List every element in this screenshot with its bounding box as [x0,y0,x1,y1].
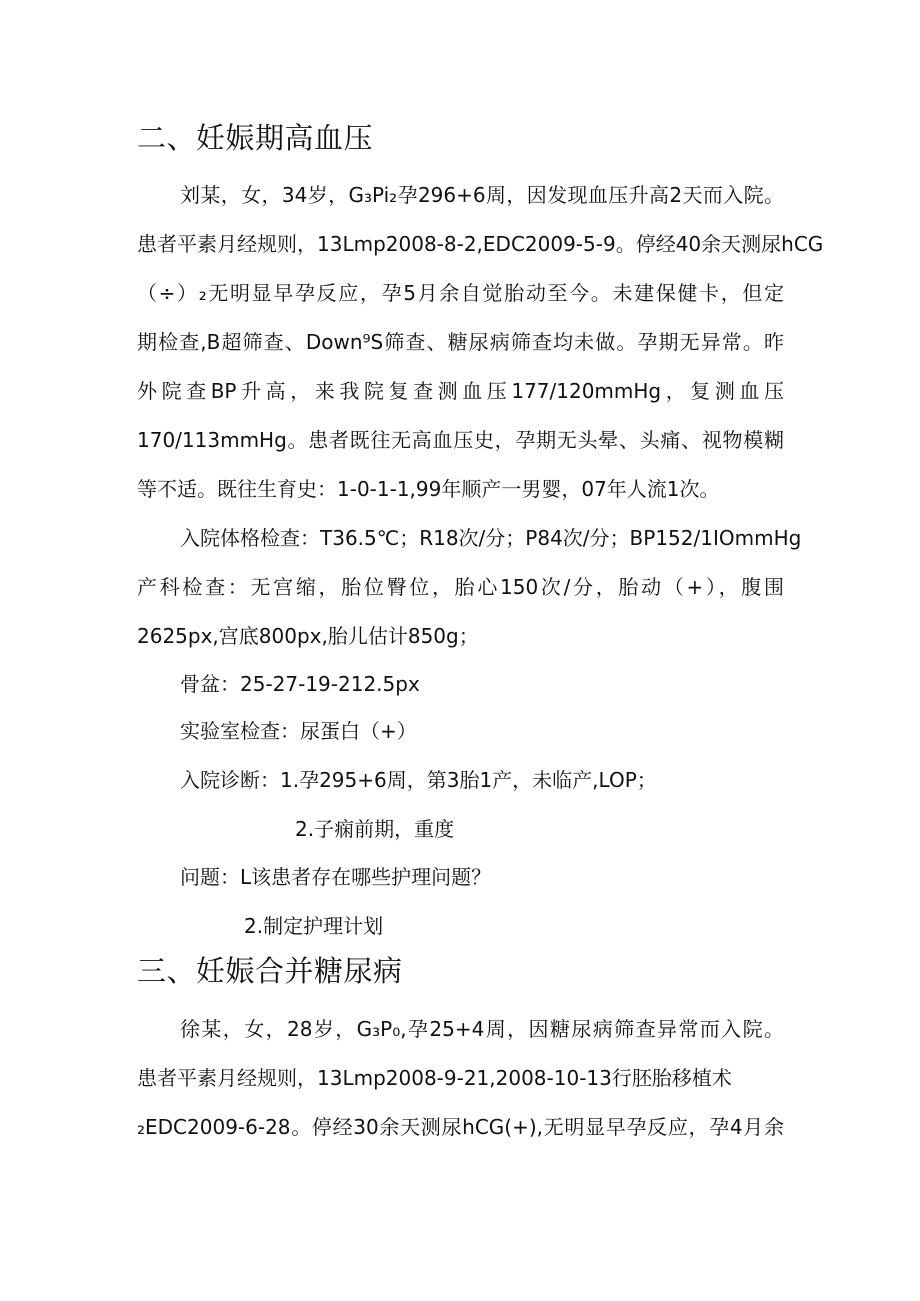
case-paragraph-line: 期检查,B超筛查、Down⁹S筛查、糖尿病筛查均未做。孕期无异常。昨 [137,330,784,354]
question-1: 问题：L该患者存在哪些护理问题？ [180,865,492,889]
pelvis-measurement: 骨盆：25-27-19-212.5px [180,672,420,696]
section-title-gestational-hypertension: 二、妊娠期高血压 [137,121,374,155]
case-paragraph-line: 患者平素月经规则，13Lmp2008-9-21,2008-10-13行胚胎移植术 [137,1066,732,1090]
admission-diagnosis-2: 2.子痫前期，重度 [295,817,455,841]
physical-exam-line: 入院体格检查：T36.5℃；R18次/分；P84次/分；BP152/1IOmmHg [180,526,802,550]
case-paragraph-line: 患者平素月经规则，13Lmp2008-8-2,EDC2009-5-9。停经40余天测尿hCG [137,232,824,256]
case-paragraph-line: （÷）₂无明显早孕反应，孕5月余自觉胎动至今。未建保健卡，但定 [137,281,784,305]
section-title-gestational-diabetes: 三、妊娠合并糖尿病 [137,954,403,988]
case-paragraph-line: ₂EDC2009-6-28。停经30余天测尿hCG(+),无明显早孕反应，孕4月余 [137,1115,784,1139]
case-paragraph-line: 170/113mmHg。患者既往无高血压史，孕期无头晕、头痛、视物模糊 [137,428,784,452]
lab-exam: 实验室检查：尿蛋白（+） [180,719,417,743]
case-paragraph-line: 等不适。既往生育史：1-0-1-1,99年顺产一男婴，07年人流1次。 [137,477,720,501]
case-paragraph-line: 徐某，女，28岁，G₃P₀,孕25+4周，因糖尿病筛查异常而入院。 [180,1017,784,1041]
obstetric-exam-line: 产科检查：无宫缩，胎位臀位，胎心150次/分，胎动（+），腹围 [137,575,784,599]
question-2: 2.制定护理计划 [244,914,384,938]
case-paragraph-line: 外院查BP升高，来我院复查测血压177/120mmHg，复测血压 [137,379,784,403]
obstetric-exam-line: 2625px,宫底800px,胎儿估计850g； [137,624,479,648]
admission-diagnosis-1: 入院诊断：1.孕295+6周，第3胎1产，未临产,LOP； [180,768,657,792]
case-paragraph-line: 刘某，女，34岁，G₃Pi₂孕296+6周，因发现血压升高2天而入院。 [180,183,784,207]
